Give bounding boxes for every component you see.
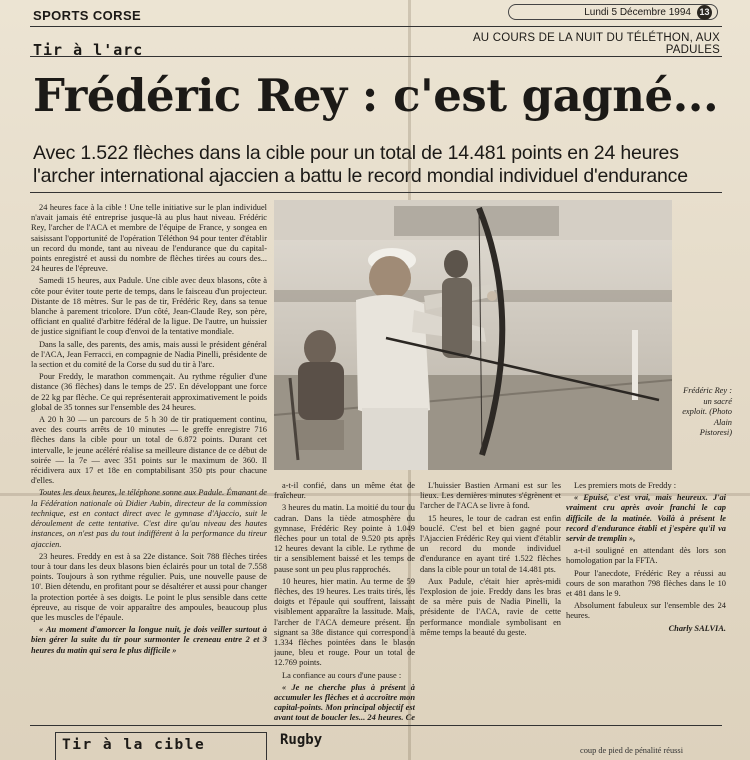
archer-photo-illustration: [274, 200, 672, 470]
rule: [30, 26, 722, 27]
paragraph: Pour l'anecdote, Frédéric Rey a réussi au cours de son marathon 798 flèches dans le 10 et 481 dans le 9.: [566, 568, 726, 599]
headline: Frédéric Rey : c'est gagné...: [33, 69, 719, 122]
paragraph: a-t-il souligné en attendant dès lors son homologation par la FFTA.: [566, 546, 726, 566]
paragraph: « Au moment d'amorcer la longue nuit, je dois veiller surtout à bien gérer la suite du tir pour surmonter le creneau entre 2 et 3 heures du matin qui sera le plus difficile »: [31, 625, 267, 655]
paragraph: A 20 h 30 — un parcours de 5 h 30 de tir pratiquement continu, avec des courts arrêts de 10 minutes — le greffe enregistre 716 flèches dans la cible pour un total de 6.872 points. Durant cet intervalle, le jeune acéléré réalise sa meilleure distance de ce début de soirée — la 7e — avec 351 points sur le maximum de 360. Il récidivera aux 17 et 18e en comptabilisant 350 pts pour chacune d'elles.: [31, 415, 267, 486]
paragraph: 10 heures, hier matin. Au terme de 59 flèches, des 19 heures. Les traits tirés, les doigts et l'épaule qui souffrent, laissant visiblement apparaître la lassitude. Mais, l'archer de l'ACA demeure présent. En signant sa 38e distance qui correspond à 1.334 flèches pointées dans le blason jaune, bleu et rouge. Pour un total de 12.769 points.: [274, 576, 415, 668]
article-column-2: [274, 481, 415, 723]
rule: [30, 192, 722, 193]
photo-caption: Frédéric Rey : un sacré exploit. (Photo Alain Pistoresi): [682, 386, 732, 437]
article-column-4: [566, 481, 726, 721]
rugby-kicker: Rugby: [280, 732, 323, 748]
section-label: SPORTS CORSE: [33, 8, 142, 23]
paragraph: a-t-il confié, dans un même état de fraîcheur.: [274, 481, 415, 501]
paragraph: « Je ne cherche plus à présent à accumuler les flèches et à accroître mon capital-points. Mon principal objectif est avant tout de boucler les... 24 heures. Ce: [274, 682, 415, 723]
paragraph: 24 heures face à la cible ! Une telle initiative sur le plan individuel n'avait jamais été entreprise jusque-là au plus haut niveau. Frédéric Rey, l'archer de l'ACA et membre de l'équipe de France, y songea en saisissant l'opportunité de l'opération Téléthon 94 pour tenter d'établir un record du monde, tant au niveau de l'endurance que du capital-points enregistré et aussi du nombre de flèches tirées au cours des... 24 heures de l'épreuve.: [31, 203, 267, 274]
paragraph: 23 heures. Freddy en est à sa 22e distance. Soit 788 flèches tirées tour à tour dans les deux blasons bien éclairés pour un total de 7.558 points. Toujours à son rythme régulier. Puis, une nouvelle pause de 10'. Bien détendu, en profitant pour se désaltérer et aussi pour changer la protection portée à ses doigts. Le point le plus sensible dans cette épreuve, au risque de voir apparaître des ampoules, beaucoup plus que les muscles de l'épaule.: [31, 551, 267, 622]
page-number: 13: [697, 5, 712, 20]
paragraph: Dans la salle, des parents, des amis, mais aussi le président général de l'ACA, Jean Ferracci, en compagnie de Nadia Pinelli, présidente de la section et du comité de la Corse du sud du tir à l'arc.: [31, 339, 267, 370]
paragraph: L'huissier Bastien Armani est sur les lieux. Les dernières minutes s'égrènent et l'archer de l'ACA se livre à fond.: [420, 481, 561, 511]
subheadline: Avec 1.522 flèches dans la cible pour un total de 14.481 points en 24 heures l'archer international ajaccien a battu le record mondial individuel d'endurance: [33, 142, 688, 187]
rule: [30, 56, 722, 57]
date-text: Lundi 5 Décembre 1994: [584, 7, 691, 18]
next-article-kicker: Tir à la cible: [62, 737, 206, 753]
paragraph: 3 heures du matin. La moitié du tour du cadran. Dans la tiède atmosphère du gymnase, Frédéric Rey pointe à 1.049 flèches pour un total de 9.520 pts après 12 heures devant la cible. Le rythme de tir a sensiblement baissé et les temps de pause sont un peu plus rapprochés.: [274, 503, 415, 574]
paragraph: Absolument fabuleux sur l'ensemble des 24 heures.: [566, 601, 726, 621]
paragraph: Les premiers mots de Freddy :: [574, 481, 677, 490]
paragraph: Pour Freddy, le marathon commençait. Au rythme régulier d'une distance (36 flèches) dans le temps de 25'. En développant une force de 22 kg par flèche. Ce qui représenterait approximativement le poids global de 35 tonnes sur l'ensemble des 24 heures.: [31, 372, 267, 412]
paragraph: Aux Padule, c'était hier après-midi l'explosion de joie. Freddy dans les bras de sa mère puis de Nadia Pinelli, la présidente de l'ACA, ravie de cette performance mondiale symbolisant en même temps la beauté du geste.: [420, 576, 561, 637]
article-column-1: [31, 203, 267, 723]
article-topline: AU COURS DE LA NUIT DU TÉLÉTHON, AUX PADULES: [472, 32, 720, 56]
next-article-box: [55, 732, 267, 760]
paragraph: La confiance au cours d'une pause :: [282, 670, 402, 680]
date-banner: [508, 4, 718, 20]
paragraph: 15 heures, le tour de cadran est enfin bouclé. C'est bel et bien gagné pour l'Ajaccien Frédéric Rey qui vient d'établir un record du monde individuel d'endurance en ayant tiré 1.522 flèches dans la cible pour un total de 14.481 pts.: [420, 513, 561, 574]
paragraph: Toutes les deux heures, le téléphone sonne aux Padule. Émanant de la Fédération nationale où Didier Aubin, directeur de la commission technique, est en contact direct avec le gymnase d'Ajaccio, suit le déroulement de cette tentative. C'est dire qu'au niveau des hautes instances, on n'est pas du tout indifférent à la performance du tireur ajaccien.: [31, 488, 267, 549]
article-kicker: Tir à l'arc: [33, 41, 144, 59]
article-column-3: [420, 481, 561, 723]
paragraph: Samedi 15 heures, aux Padule. Une cible avec deux blasons, côte à côte pour éviter toute perte de temps, dans le faisceau d'un projecteur. Distante de 18 mètres. Sur le pas de tir, Frédéric Rey, dans sa tenue blanche à parement tricolore. D'un côté, Jean-Claude Rey, son père, officiant en qualité d'arbitre fédéral de la ligue. De l'autre, un huissier de justice signifiant le coup d'envoi de la tentative mondiale.: [31, 276, 267, 337]
paragraph: « Epuisé, c'est vrai, mais heureux. J'ai vraiment cru après avoir franchi le cap difficile de la matinée. Voilà à présent le record d'endurance établi et j'espère qu'il va servir de tremplin »,: [566, 493, 726, 544]
author-signature: Charly SALVIA.: [668, 623, 726, 633]
next-article-teaser: coup de pied de pénalité réussi: [580, 746, 684, 755]
rule: [30, 725, 722, 726]
archer-photo: [274, 200, 672, 470]
